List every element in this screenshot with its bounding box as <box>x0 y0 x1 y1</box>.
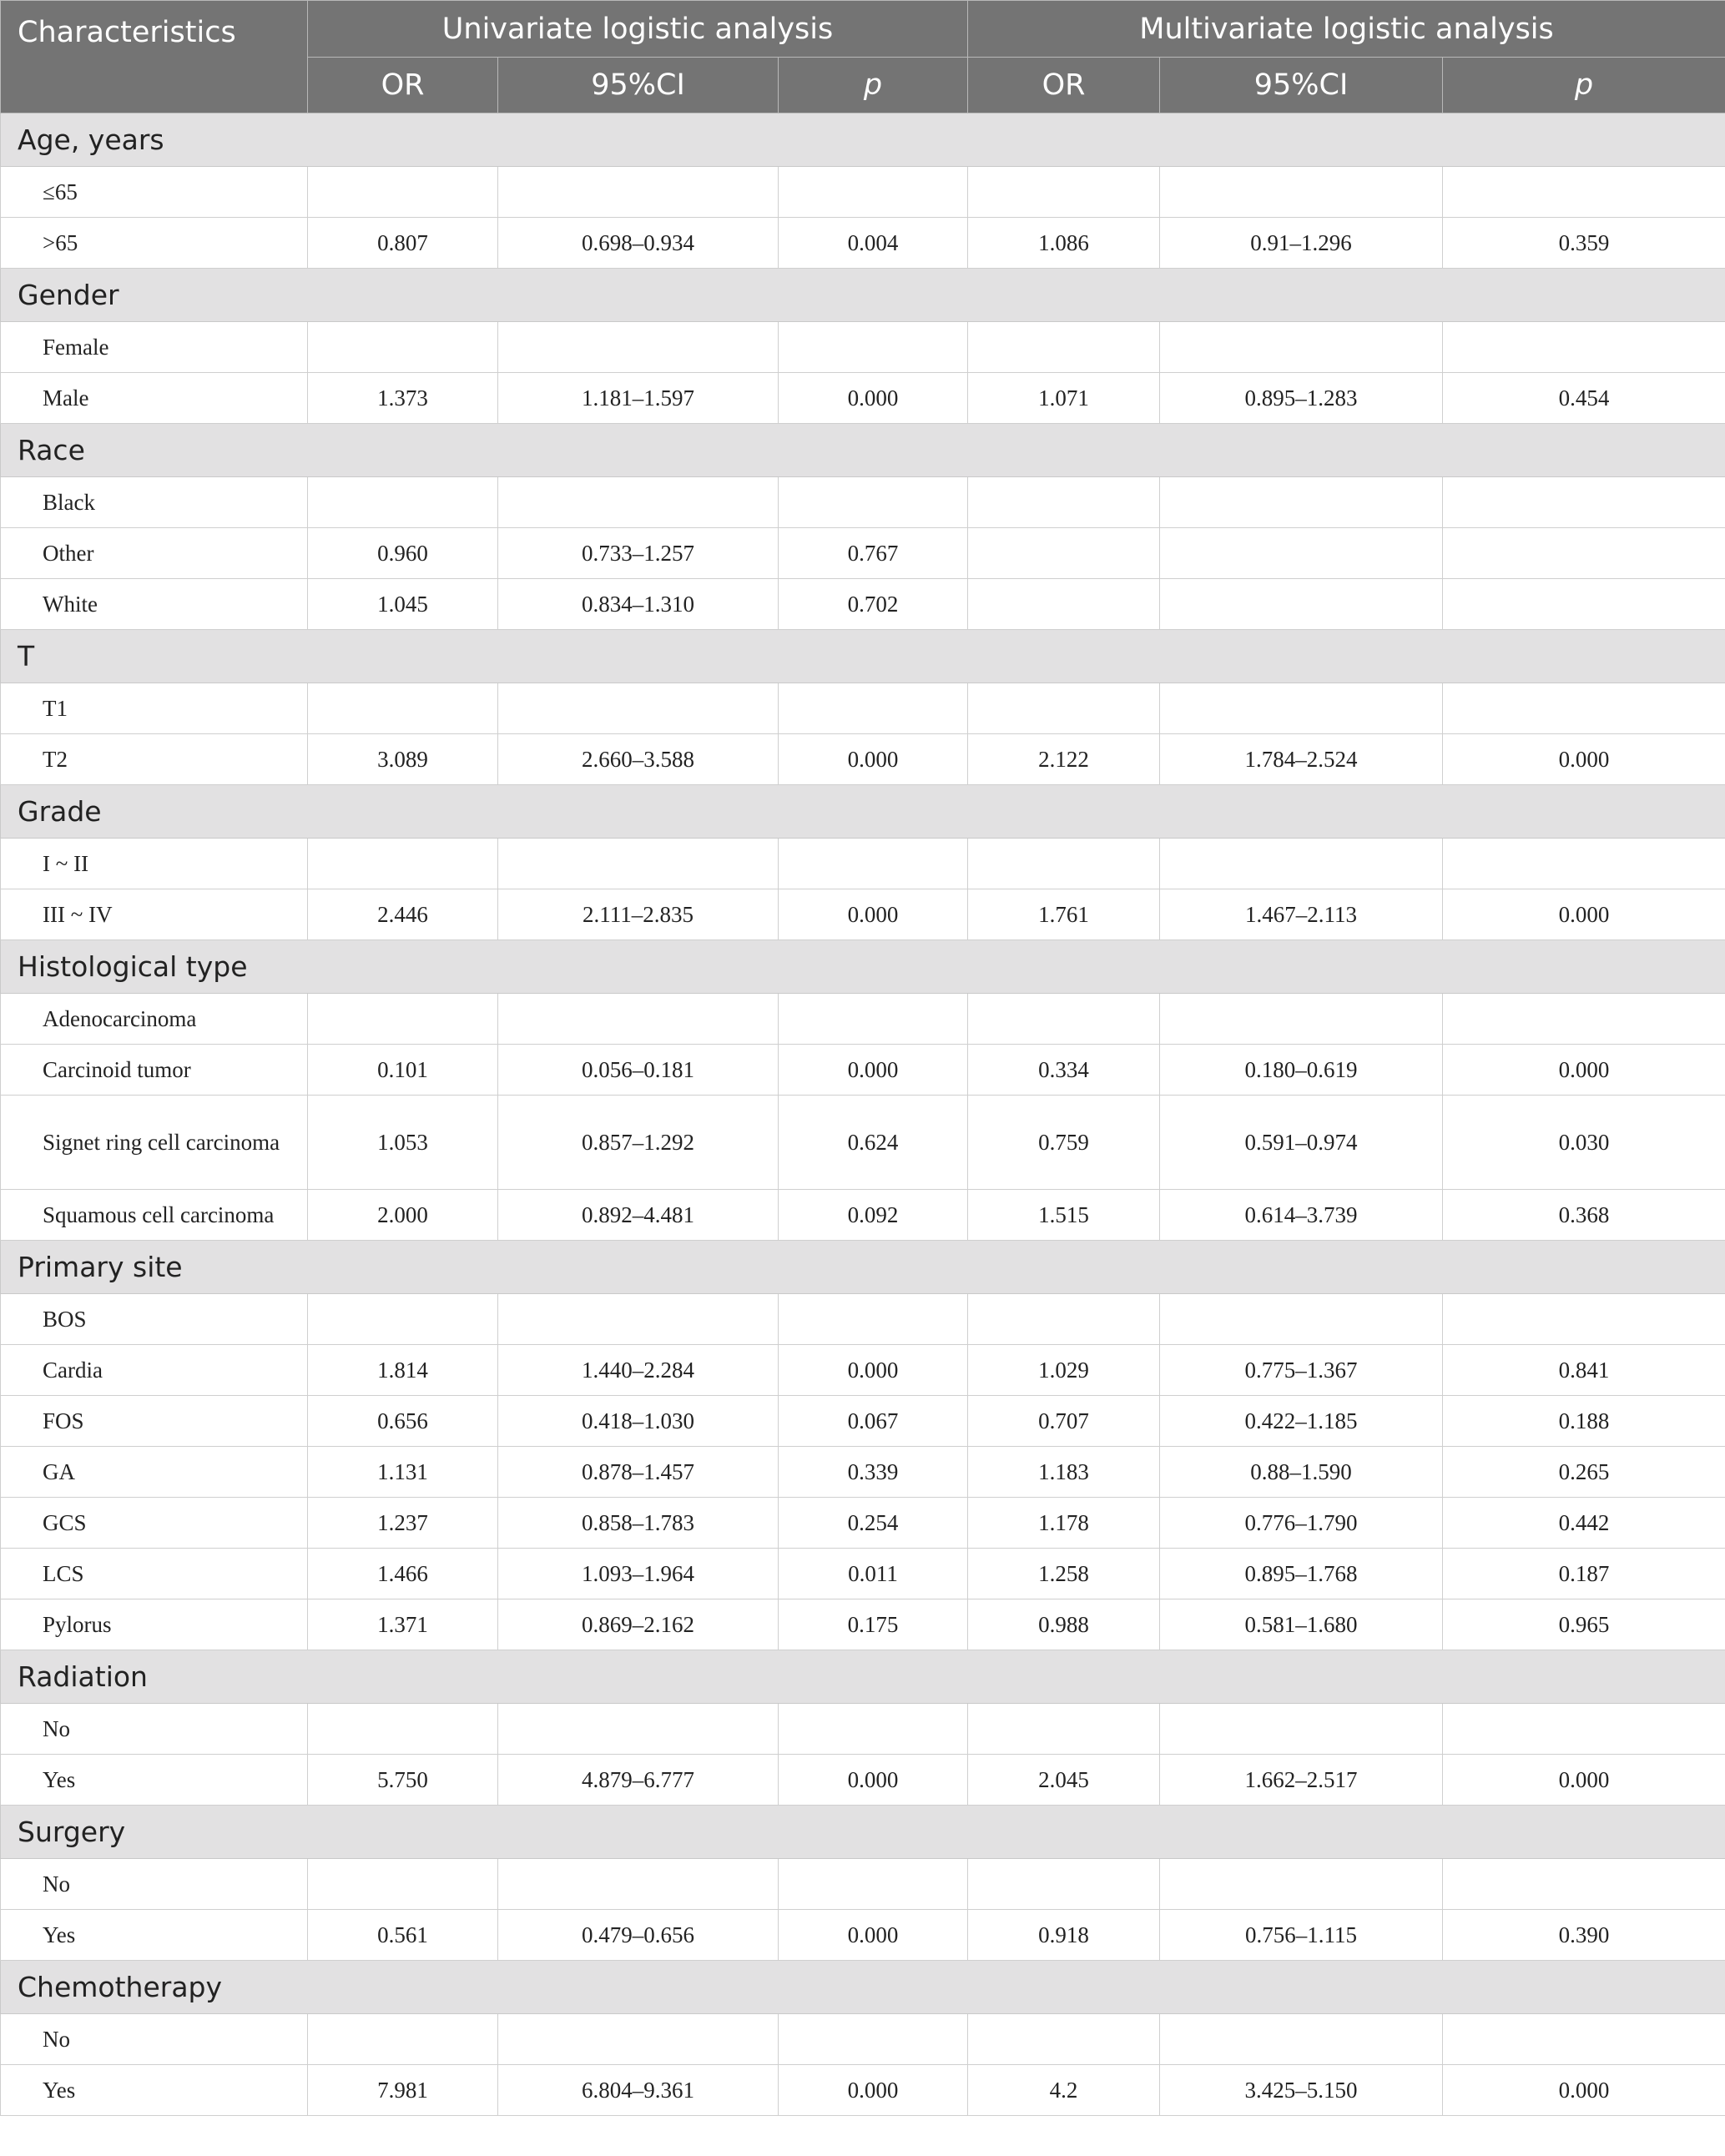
univariate-p-cell: 0.339 <box>779 1447 968 1498</box>
table-row <box>1 1045 1725 1096</box>
table-row <box>1 322 1725 373</box>
univariate-or-cell: 1.045 <box>308 579 498 630</box>
univariate-or-cell: 3.089 <box>308 734 498 785</box>
multivariate-p-cell: 0.000 <box>1443 734 1725 785</box>
multivariate-ci-cell: 0.180–0.619 <box>1160 1045 1443 1096</box>
univariate-ci-cell: 0.418–1.030 <box>498 1396 779 1447</box>
multivariate-ci-cell <box>1160 477 1443 528</box>
univariate-or-cell <box>308 477 498 528</box>
multivariate-ci-cell: 0.614–3.739 <box>1160 1190 1443 1241</box>
multivariate-or-cell <box>968 477 1160 528</box>
multivariate-ci-cell: 0.581–1.680 <box>1160 1599 1443 1650</box>
row-label: No <box>1 2014 308 2065</box>
univariate-or-cell: 2.446 <box>308 889 498 940</box>
univariate-p-cell <box>779 167 968 218</box>
multivariate-p-cell <box>1443 322 1725 373</box>
multivariate-p-cell: 0.000 <box>1443 889 1725 940</box>
univariate-ci-cell: 0.892–4.481 <box>498 1190 779 1241</box>
univariate-or-cell: 5.750 <box>308 1755 498 1806</box>
header-multivariate-ci: 95%CI <box>1160 58 1443 113</box>
univariate-ci-cell: 4.879–6.777 <box>498 1755 779 1806</box>
header-multivariate-p: p <box>1443 58 1725 113</box>
multivariate-or-cell: 1.258 <box>968 1549 1160 1599</box>
multivariate-ci-cell: 0.776–1.790 <box>1160 1498 1443 1549</box>
table-row <box>1 994 1725 1045</box>
section-header-row <box>1 1650 1725 1704</box>
multivariate-ci-cell: 3.425–5.150 <box>1160 2065 1443 2116</box>
multivariate-ci-cell <box>1160 839 1443 889</box>
univariate-ci-cell: 0.878–1.457 <box>498 1447 779 1498</box>
table-row <box>1 1190 1725 1241</box>
univariate-p-cell: 0.000 <box>779 373 968 424</box>
multivariate-or-cell <box>968 994 1160 1045</box>
univariate-p-cell: 0.000 <box>779 734 968 785</box>
univariate-or-cell <box>308 1859 498 1910</box>
header-univariate-ci: 95%CI <box>498 58 779 113</box>
header-univariate: Univariate logistic analysis <box>308 1 968 58</box>
header-multivariate-or: OR <box>968 58 1160 113</box>
univariate-ci-cell: 0.869–2.162 <box>498 1599 779 1650</box>
row-label: Other <box>1 528 308 579</box>
multivariate-or-cell <box>968 2014 1160 2065</box>
univariate-ci-cell <box>498 994 779 1045</box>
univariate-ci-cell: 0.857–1.292 <box>498 1096 779 1190</box>
section-title: Chemotherapy <box>1 1961 1725 2014</box>
univariate-ci-cell <box>498 683 779 734</box>
table-row <box>1 1549 1725 1599</box>
multivariate-ci-cell <box>1160 1294 1443 1345</box>
row-label: GCS <box>1 1498 308 1549</box>
section-title: Primary site <box>1 1241 1725 1294</box>
header-univariate-or: OR <box>308 58 498 113</box>
univariate-p-cell <box>779 683 968 734</box>
multivariate-p-cell: 0.359 <box>1443 218 1725 269</box>
table-row <box>1 683 1725 734</box>
section-header-row <box>1 269 1725 322</box>
section-header-row <box>1 1961 1725 2014</box>
row-label: Adenocarcinoma <box>1 994 308 1045</box>
section-title: Gender <box>1 269 1725 322</box>
section-header-row <box>1 113 1725 167</box>
table-row <box>1 1704 1725 1755</box>
row-label: ≤65 <box>1 167 308 218</box>
table-row <box>1 1910 1725 1961</box>
multivariate-p-cell: 0.188 <box>1443 1396 1725 1447</box>
univariate-p-cell <box>779 477 968 528</box>
univariate-ci-cell: 1.093–1.964 <box>498 1549 779 1599</box>
table-row <box>1 1859 1725 1910</box>
row-label: Signet ring cell carcinoma <box>1 1096 308 1190</box>
univariate-or-cell <box>308 2014 498 2065</box>
multivariate-or-cell: 1.029 <box>968 1345 1160 1396</box>
multivariate-p-cell <box>1443 1859 1725 1910</box>
univariate-p-cell: 0.000 <box>779 1045 968 1096</box>
multivariate-or-cell <box>968 1294 1160 1345</box>
multivariate-or-cell: 0.918 <box>968 1910 1160 1961</box>
univariate-or-cell: 1.237 <box>308 1498 498 1549</box>
multivariate-p-cell: 0.841 <box>1443 1345 1725 1396</box>
multivariate-p-cell: 0.187 <box>1443 1549 1725 1599</box>
multivariate-ci-cell: 0.591–0.974 <box>1160 1096 1443 1190</box>
univariate-or-cell <box>308 683 498 734</box>
table-row <box>1 1096 1725 1190</box>
section-title: Race <box>1 424 1725 477</box>
multivariate-p-cell: 0.442 <box>1443 1498 1725 1549</box>
univariate-or-cell: 0.101 <box>308 1045 498 1096</box>
row-label: LCS <box>1 1549 308 1599</box>
univariate-or-cell <box>308 1294 498 1345</box>
table-header <box>1 1 1725 113</box>
univariate-p-cell: 0.011 <box>779 1549 968 1599</box>
multivariate-ci-cell: 0.895–1.768 <box>1160 1549 1443 1599</box>
section-title: T <box>1 630 1725 683</box>
multivariate-p-cell <box>1443 167 1725 218</box>
table-row <box>1 218 1725 269</box>
univariate-or-cell: 0.960 <box>308 528 498 579</box>
multivariate-ci-cell <box>1160 167 1443 218</box>
table-row <box>1 579 1725 630</box>
multivariate-ci-cell <box>1160 1704 1443 1755</box>
section-title: Surgery <box>1 1806 1725 1859</box>
multivariate-p-cell: 0.368 <box>1443 1190 1725 1241</box>
section-title: Radiation <box>1 1650 1725 1704</box>
univariate-ci-cell <box>498 2014 779 2065</box>
table-row <box>1 1498 1725 1549</box>
multivariate-ci-cell: 0.756–1.115 <box>1160 1910 1443 1961</box>
multivariate-or-cell: 0.707 <box>968 1396 1160 1447</box>
multivariate-p-cell: 0.000 <box>1443 1755 1725 1806</box>
multivariate-ci-cell <box>1160 683 1443 734</box>
univariate-or-cell: 1.814 <box>308 1345 498 1396</box>
multivariate-or-cell: 1.071 <box>968 373 1160 424</box>
univariate-p-cell <box>779 2014 968 2065</box>
univariate-ci-cell: 6.804–9.361 <box>498 2065 779 2116</box>
table-row <box>1 1599 1725 1650</box>
multivariate-p-cell: 0.390 <box>1443 1910 1725 1961</box>
multivariate-or-cell: 4.2 <box>968 2065 1160 2116</box>
univariate-or-cell: 0.656 <box>308 1396 498 1447</box>
multivariate-or-cell <box>968 683 1160 734</box>
row-label: No <box>1 1859 308 1910</box>
univariate-ci-cell <box>498 167 779 218</box>
row-label: Cardia <box>1 1345 308 1396</box>
univariate-or-cell <box>308 839 498 889</box>
univariate-or-cell: 1.131 <box>308 1447 498 1498</box>
univariate-or-cell: 1.373 <box>308 373 498 424</box>
row-label: White <box>1 579 308 630</box>
table-row <box>1 1345 1725 1396</box>
row-label: Black <box>1 477 308 528</box>
multivariate-or-cell <box>968 167 1160 218</box>
row-label: Male <box>1 373 308 424</box>
row-label: Female <box>1 322 308 373</box>
multivariate-p-cell <box>1443 683 1725 734</box>
row-label: Yes <box>1 1910 308 1961</box>
multivariate-ci-cell <box>1160 994 1443 1045</box>
section-header-row <box>1 940 1725 994</box>
section-header-row <box>1 1806 1725 1859</box>
section-title: Grade <box>1 785 1725 839</box>
table-row <box>1 734 1725 785</box>
multivariate-or-cell: 1.178 <box>968 1498 1160 1549</box>
univariate-or-cell: 7.981 <box>308 2065 498 2116</box>
row-label: No <box>1 1704 308 1755</box>
table-row <box>1 528 1725 579</box>
multivariate-p-cell <box>1443 1294 1725 1345</box>
univariate-p-cell <box>779 1704 968 1755</box>
row-label: FOS <box>1 1396 308 1447</box>
multivariate-ci-cell <box>1160 1859 1443 1910</box>
multivariate-or-cell <box>968 1704 1160 1755</box>
section-title: Histological type <box>1 940 1725 994</box>
multivariate-or-cell <box>968 322 1160 373</box>
univariate-ci-cell: 2.660–3.588 <box>498 734 779 785</box>
univariate-or-cell: 0.561 <box>308 1910 498 1961</box>
multivariate-ci-cell: 0.91–1.296 <box>1160 218 1443 269</box>
multivariate-ci-cell <box>1160 579 1443 630</box>
univariate-ci-cell <box>498 1859 779 1910</box>
multivariate-p-cell <box>1443 994 1725 1045</box>
multivariate-or-cell <box>968 579 1160 630</box>
multivariate-ci-cell <box>1160 322 1443 373</box>
table-row <box>1 839 1725 889</box>
section-header-row <box>1 1241 1725 1294</box>
univariate-p-cell: 0.000 <box>779 1910 968 1961</box>
multivariate-ci-cell: 1.467–2.113 <box>1160 889 1443 940</box>
univariate-ci-cell: 0.698–0.934 <box>498 218 779 269</box>
header-characteristics: Characteristics <box>1 1 308 113</box>
univariate-or-cell <box>308 167 498 218</box>
row-label: Yes <box>1 1755 308 1806</box>
table-row <box>1 167 1725 218</box>
multivariate-or-cell: 2.122 <box>968 734 1160 785</box>
multivariate-p-cell <box>1443 528 1725 579</box>
multivariate-or-cell <box>968 528 1160 579</box>
multivariate-or-cell: 1.086 <box>968 218 1160 269</box>
univariate-or-cell: 1.371 <box>308 1599 498 1650</box>
row-label: T2 <box>1 734 308 785</box>
multivariate-p-cell: 0.030 <box>1443 1096 1725 1190</box>
row-label: Pylorus <box>1 1599 308 1650</box>
multivariate-p-cell: 0.965 <box>1443 1599 1725 1650</box>
table-row <box>1 2065 1725 2116</box>
univariate-ci-cell <box>498 839 779 889</box>
univariate-p-cell: 0.254 <box>779 1498 968 1549</box>
univariate-ci-cell: 0.733–1.257 <box>498 528 779 579</box>
row-label: Squamous cell carcinoma <box>1 1190 308 1241</box>
multivariate-or-cell: 1.183 <box>968 1447 1160 1498</box>
multivariate-p-cell <box>1443 579 1725 630</box>
row-label: Yes <box>1 2065 308 2116</box>
univariate-or-cell <box>308 322 498 373</box>
table-row <box>1 889 1725 940</box>
univariate-p-cell: 0.000 <box>779 889 968 940</box>
univariate-p-cell <box>779 322 968 373</box>
multivariate-or-cell: 0.759 <box>968 1096 1160 1190</box>
univariate-ci-cell: 0.056–0.181 <box>498 1045 779 1096</box>
univariate-or-cell <box>308 1704 498 1755</box>
univariate-p-cell: 0.004 <box>779 218 968 269</box>
table-body <box>1 113 1725 2116</box>
multivariate-ci-cell: 0.422–1.185 <box>1160 1396 1443 1447</box>
multivariate-ci-cell: 0.775–1.367 <box>1160 1345 1443 1396</box>
univariate-ci-cell: 0.858–1.783 <box>498 1498 779 1549</box>
multivariate-ci-cell <box>1160 2014 1443 2065</box>
univariate-ci-cell: 0.834–1.310 <box>498 579 779 630</box>
univariate-p-cell: 0.624 <box>779 1096 968 1190</box>
univariate-p-cell: 0.702 <box>779 579 968 630</box>
univariate-p-cell <box>779 1294 968 1345</box>
univariate-p-cell: 0.175 <box>779 1599 968 1650</box>
univariate-ci-cell: 2.111–2.835 <box>498 889 779 940</box>
univariate-p-cell <box>779 839 968 889</box>
section-title: Age, years <box>1 113 1725 167</box>
multivariate-p-cell: 0.265 <box>1443 1447 1725 1498</box>
univariate-p-cell: 0.000 <box>779 1345 968 1396</box>
multivariate-ci-cell: 0.895–1.283 <box>1160 373 1443 424</box>
univariate-or-cell <box>308 994 498 1045</box>
table-row <box>1 373 1725 424</box>
header-multivariate: Multivariate logistic analysis <box>968 1 1725 58</box>
row-label: Carcinoid tumor <box>1 1045 308 1096</box>
multivariate-or-cell: 1.515 <box>968 1190 1160 1241</box>
univariate-or-cell: 1.053 <box>308 1096 498 1190</box>
multivariate-or-cell: 1.761 <box>968 889 1160 940</box>
row-label: BOS <box>1 1294 308 1345</box>
multivariate-p-cell <box>1443 2014 1725 2065</box>
table-row <box>1 1447 1725 1498</box>
multivariate-p-cell <box>1443 839 1725 889</box>
univariate-ci-cell <box>498 1294 779 1345</box>
univariate-p-cell: 0.000 <box>779 2065 968 2116</box>
section-header-row <box>1 785 1725 839</box>
row-label: I ~ II <box>1 839 308 889</box>
univariate-or-cell: 1.466 <box>308 1549 498 1599</box>
header-univariate-p: p <box>779 58 968 113</box>
table-row <box>1 477 1725 528</box>
multivariate-or-cell: 2.045 <box>968 1755 1160 1806</box>
univariate-p-cell <box>779 994 968 1045</box>
multivariate-or-cell: 0.334 <box>968 1045 1160 1096</box>
row-label: GA <box>1 1447 308 1498</box>
univariate-or-cell: 0.807 <box>308 218 498 269</box>
multivariate-p-cell <box>1443 1704 1725 1755</box>
univariate-ci-cell <box>498 322 779 373</box>
row-label: T1 <box>1 683 308 734</box>
section-header-row <box>1 630 1725 683</box>
multivariate-p-cell: 0.000 <box>1443 2065 1725 2116</box>
multivariate-p-cell: 0.000 <box>1443 1045 1725 1096</box>
table-row <box>1 1396 1725 1447</box>
multivariate-or-cell: 0.988 <box>968 1599 1160 1650</box>
univariate-ci-cell: 1.440–2.284 <box>498 1345 779 1396</box>
multivariate-p-cell: 0.454 <box>1443 373 1725 424</box>
multivariate-or-cell <box>968 1859 1160 1910</box>
multivariate-p-cell <box>1443 477 1725 528</box>
univariate-or-cell: 2.000 <box>308 1190 498 1241</box>
multivariate-ci-cell: 1.784–2.524 <box>1160 734 1443 785</box>
multivariate-or-cell <box>968 839 1160 889</box>
univariate-ci-cell: 0.479–0.656 <box>498 1910 779 1961</box>
table-row <box>1 1294 1725 1345</box>
univariate-p-cell: 0.767 <box>779 528 968 579</box>
row-label: >65 <box>1 218 308 269</box>
row-label: III ~ IV <box>1 889 308 940</box>
section-header-row <box>1 424 1725 477</box>
multivariate-ci-cell: 0.88–1.590 <box>1160 1447 1443 1498</box>
univariate-ci-cell: 1.181–1.597 <box>498 373 779 424</box>
univariate-p-cell <box>779 1859 968 1910</box>
univariate-p-cell: 0.000 <box>779 1755 968 1806</box>
multivariate-ci-cell: 1.662–2.517 <box>1160 1755 1443 1806</box>
univariate-p-cell: 0.067 <box>779 1396 968 1447</box>
multivariate-ci-cell <box>1160 528 1443 579</box>
univariate-p-cell: 0.092 <box>779 1190 968 1241</box>
table-row <box>1 1755 1725 1806</box>
table-row <box>1 2014 1725 2065</box>
univariate-ci-cell <box>498 1704 779 1755</box>
univariate-ci-cell <box>498 477 779 528</box>
